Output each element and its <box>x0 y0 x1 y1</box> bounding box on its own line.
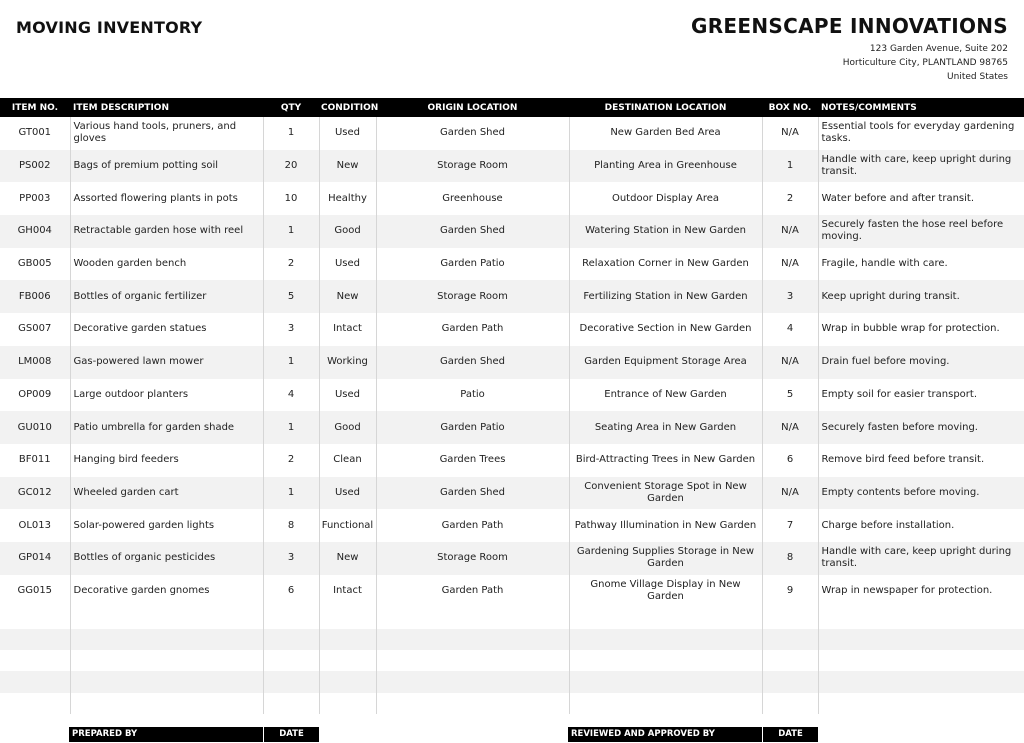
table-row <box>0 182 1024 215</box>
cell-notes: Drain fuel before moving. <box>818 346 1024 379</box>
empty-cell <box>376 671 569 692</box>
empty-cell <box>263 607 319 628</box>
inventory-table <box>0 98 1024 714</box>
cell-item-no: LM008 <box>0 346 70 379</box>
cell-notes: Securely fasten the hose reel before moving. <box>818 215 1024 248</box>
header-box-no: BOX NO. <box>762 98 818 117</box>
cell-qty: 8 <box>263 509 319 542</box>
cell-destination: Garden Equipment Storage Area <box>569 346 762 379</box>
cell-qty: 3 <box>263 542 319 575</box>
empty-cell <box>0 693 70 714</box>
header-condition: CONDITION <box>319 98 376 117</box>
table-row <box>0 542 1024 575</box>
empty-cell <box>70 607 263 628</box>
cell-qty: 4 <box>263 379 319 412</box>
header-origin: ORIGIN LOCATION <box>376 98 569 117</box>
cell-qty: 1 <box>263 411 319 444</box>
reviewed-date-label: DATE <box>762 727 818 742</box>
cell-condition: New <box>319 280 376 313</box>
empty-table-row <box>0 650 1024 671</box>
table-row <box>0 150 1024 183</box>
empty-cell <box>376 650 569 671</box>
cell-item-no: GB005 <box>0 248 70 281</box>
empty-table-row <box>0 607 1024 628</box>
cell-qty: 10 <box>263 182 319 215</box>
cell-condition: Used <box>319 117 376 150</box>
cell-box-no: N/A <box>762 411 818 444</box>
header-description: ITEM DESCRIPTION <box>70 98 263 117</box>
cell-qty: 1 <box>263 215 319 248</box>
cell-notes: Handle with care, keep upright during transit. <box>818 150 1024 183</box>
cell-condition: New <box>319 150 376 183</box>
cell-box-no: N/A <box>762 248 818 281</box>
cell-condition: Intact <box>319 313 376 346</box>
table-row <box>0 346 1024 379</box>
cell-condition: New <box>319 542 376 575</box>
empty-cell <box>263 650 319 671</box>
cell-condition: Healthy <box>319 182 376 215</box>
empty-cell <box>319 671 376 692</box>
table-row <box>0 248 1024 281</box>
cell-destination: Decorative Section in New Garden <box>569 313 762 346</box>
cell-destination: Entrance of New Garden <box>569 379 762 412</box>
empty-cell <box>319 693 376 714</box>
cell-box-no: 5 <box>762 379 818 412</box>
table-row <box>0 477 1024 510</box>
empty-table-row <box>0 671 1024 692</box>
cell-qty: 1 <box>263 346 319 379</box>
cell-qty: 3 <box>263 313 319 346</box>
cell-item-no: GU010 <box>0 411 70 444</box>
table-row <box>0 215 1024 248</box>
empty-cell <box>376 607 569 628</box>
table-row <box>0 444 1024 477</box>
cell-notes: Essential tools for everyday gardening tasks. <box>821 121 1015 145</box>
cell-item-no: GG015 <box>0 575 70 608</box>
cell-origin: Storage Room <box>376 280 569 313</box>
header-item-no: ITEM NO. <box>0 98 70 117</box>
company-address-line-3: United States <box>947 72 1008 82</box>
empty-cell <box>263 629 319 650</box>
cell-box-no: N/A <box>762 117 818 150</box>
empty-table-row <box>0 693 1024 714</box>
cell-item-no: GH004 <box>0 215 70 248</box>
inventory-table-body <box>0 117 1024 714</box>
cell-item-no: GS007 <box>0 313 70 346</box>
table-row <box>0 117 1024 150</box>
empty-cell <box>0 607 70 628</box>
company-address-line-2: Horticulture City, PLANTLAND 98765 <box>842 58 1008 68</box>
table-row <box>0 575 1024 608</box>
empty-cell <box>762 671 818 692</box>
empty-cell <box>762 693 818 714</box>
cell-destination: New Garden Bed Area <box>569 117 762 150</box>
reviewed-by-block <box>568 727 818 742</box>
cell-destination: Watering Station in New Garden <box>569 215 762 248</box>
empty-cell <box>319 650 376 671</box>
cell-item-no: GP014 <box>0 542 70 575</box>
cell-box-no: 4 <box>762 313 818 346</box>
cell-notes: Fragile, handle with care. <box>821 258 948 270</box>
cell-box-no: 3 <box>762 280 818 313</box>
cell-box-no: 1 <box>762 150 818 183</box>
cell-description: Solar-powered garden lights <box>70 509 263 542</box>
cell-condition: Clean <box>319 444 376 477</box>
cell-item-no: GT001 <box>0 117 70 150</box>
cell-origin: Patio <box>376 379 569 412</box>
cell-qty: 2 <box>263 444 319 477</box>
cell-destination: Outdoor Display Area <box>569 182 762 215</box>
cell-description: Decorative garden gnomes <box>70 575 263 608</box>
cell-notes: Water before and after transit. <box>821 192 975 204</box>
cell-origin: Garden Shed <box>376 215 569 248</box>
cell-description: Various hand tools, pruners, and gloves <box>70 117 263 150</box>
cell-notes: Handle with care, keep upright during transit. <box>818 542 1024 575</box>
cell-box-no: 2 <box>762 182 818 215</box>
cell-description: Bottles of organic fertilizer <box>70 280 263 313</box>
empty-cell <box>376 693 569 714</box>
cell-notes: Charge before installation. <box>821 519 955 531</box>
table-row <box>0 509 1024 542</box>
cell-notes: Securely fasten before moving. <box>818 411 1024 444</box>
cell-notes: Keep upright during transit. <box>818 280 1024 313</box>
cell-description: Wooden garden bench <box>70 248 263 281</box>
cell-origin: Garden Path <box>376 575 569 608</box>
cell-box-no: 9 <box>762 575 818 608</box>
cell-destination: Relaxation Corner in New Garden <box>569 248 762 281</box>
cell-description: Retractable garden hose with reel <box>70 215 263 248</box>
empty-cell <box>0 671 70 692</box>
empty-cell <box>818 671 1024 692</box>
cell-description: Bottles of organic pesticides <box>70 542 263 575</box>
empty-cell <box>569 607 762 628</box>
cell-destination: Gnome Village Display in New Garden <box>569 575 762 608</box>
cell-item-no: BF011 <box>0 444 70 477</box>
cell-notes: Wrap in bubble wrap for protection. <box>821 323 1000 335</box>
cell-box-no: N/A <box>762 346 818 379</box>
cell-origin: Garden Path <box>376 313 569 346</box>
cell-box-no: N/A <box>762 477 818 510</box>
header-notes: NOTES/COMMENTS <box>818 98 1024 117</box>
cell-destination: Planting Area in Greenhouse <box>569 150 762 183</box>
cell-qty: 1 <box>263 477 319 510</box>
cell-item-no: GC012 <box>0 477 70 510</box>
prepared-date-label: DATE <box>263 727 319 742</box>
empty-cell <box>0 629 70 650</box>
cell-origin: Garden Shed <box>376 477 569 510</box>
cell-item-no: FB006 <box>0 280 70 313</box>
cell-qty: 20 <box>263 150 319 183</box>
empty-cell <box>319 607 376 628</box>
cell-item-no: OL013 <box>0 509 70 542</box>
cell-destination: Gardening Supplies Storage in New Garden <box>569 542 762 575</box>
empty-cell <box>263 693 319 714</box>
cell-notes: Empty soil for easier transport. <box>821 388 978 400</box>
cell-box-no: 6 <box>762 444 818 477</box>
cell-item-no: PP003 <box>0 182 70 215</box>
cell-description: Assorted flowering plants in pots <box>70 182 263 215</box>
empty-cell <box>762 650 818 671</box>
table-row <box>0 411 1024 444</box>
cell-origin: Storage Room <box>376 542 569 575</box>
cell-destination: Convenient Storage Spot in New Garden <box>569 477 762 510</box>
cell-condition: Used <box>319 248 376 281</box>
company-address-line-1: 123 Garden Avenue, Suite 202 <box>869 44 1008 54</box>
cell-origin: Garden Trees <box>376 444 569 477</box>
cell-description: Wheeled garden cart <box>70 477 263 510</box>
cell-origin: Garden Path <box>376 509 569 542</box>
empty-cell <box>263 671 319 692</box>
reviewed-by-label: REVIEWED AND APPROVED BY <box>568 727 762 742</box>
prepared-by-label: PREPARED BY <box>69 727 263 742</box>
cell-origin: Garden Shed <box>376 346 569 379</box>
cell-origin: Garden Shed <box>376 117 569 150</box>
cell-destination: Fertilizing Station in New Garden <box>569 280 762 313</box>
empty-cell <box>818 629 1024 650</box>
empty-cell <box>569 650 762 671</box>
empty-cell <box>70 650 263 671</box>
cell-qty: 2 <box>263 248 319 281</box>
empty-table-row <box>0 629 1024 650</box>
cell-item-no: PS002 <box>0 150 70 183</box>
company-name: GREENSCAPE INNOVATIONS <box>691 14 1008 38</box>
empty-cell <box>818 693 1024 714</box>
cell-description: Large outdoor planters <box>70 379 263 412</box>
cell-qty: 5 <box>263 280 319 313</box>
cell-origin: Garden Patio <box>376 411 569 444</box>
empty-cell <box>70 629 263 650</box>
cell-condition: Good <box>319 411 376 444</box>
cell-item-no: OP009 <box>0 379 70 412</box>
document-title: MOVING INVENTORY <box>16 18 203 37</box>
cell-condition: Used <box>319 477 376 510</box>
empty-cell <box>569 629 762 650</box>
empty-cell <box>818 607 1024 628</box>
cell-qty: 6 <box>263 575 319 608</box>
table-header-row <box>0 98 1024 117</box>
empty-cell <box>319 629 376 650</box>
table-row <box>0 280 1024 313</box>
cell-description: Bags of premium potting soil <box>70 150 263 183</box>
header-qty: QTY <box>263 98 319 117</box>
table-row <box>0 313 1024 346</box>
cell-notes: Empty contents before moving. <box>818 477 1024 510</box>
cell-qty: 1 <box>263 117 319 150</box>
empty-cell <box>762 629 818 650</box>
cell-notes: Remove bird feed before transit. <box>821 454 985 466</box>
prepared-by-block <box>69 727 319 742</box>
cell-description: Hanging bird feeders <box>70 444 263 477</box>
company-header <box>691 14 1008 84</box>
cell-notes: Wrap in newspaper for protection. <box>821 584 993 596</box>
cell-condition: Used <box>319 379 376 412</box>
empty-cell <box>818 650 1024 671</box>
cell-description: Gas-powered lawn mower <box>70 346 263 379</box>
cell-destination: Seating Area in New Garden <box>569 411 762 444</box>
cell-description: Patio umbrella for garden shade <box>70 411 263 444</box>
empty-cell <box>762 607 818 628</box>
cell-condition: Working <box>319 346 376 379</box>
cell-destination: Pathway Illumination in New Garden <box>569 509 762 542</box>
cell-origin: Greenhouse <box>376 182 569 215</box>
cell-condition: Functional <box>319 509 376 542</box>
cell-box-no: 8 <box>762 542 818 575</box>
cell-destination: Bird-Attracting Trees in New Garden <box>569 444 762 477</box>
cell-description: Decorative garden statues <box>70 313 263 346</box>
empty-cell <box>569 671 762 692</box>
cell-origin: Garden Patio <box>376 248 569 281</box>
empty-cell <box>0 650 70 671</box>
cell-box-no: 7 <box>762 509 818 542</box>
cell-box-no: N/A <box>762 215 818 248</box>
table-row <box>0 379 1024 412</box>
empty-cell <box>569 693 762 714</box>
empty-cell <box>70 693 263 714</box>
cell-origin: Storage Room <box>376 150 569 183</box>
empty-cell <box>70 671 263 692</box>
cell-condition: Intact <box>319 575 376 608</box>
header-destination: DESTINATION LOCATION <box>569 98 762 117</box>
cell-condition: Good <box>319 215 376 248</box>
empty-cell <box>376 629 569 650</box>
